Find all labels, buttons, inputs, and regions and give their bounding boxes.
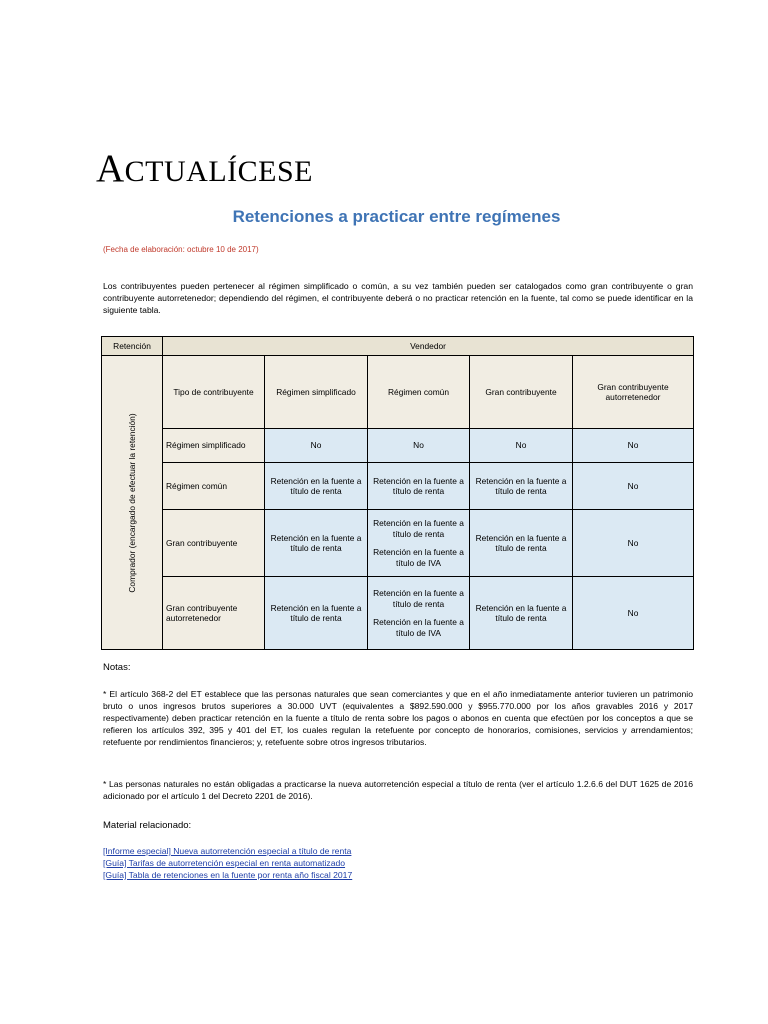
table-cell	[368, 510, 470, 577]
cell-text: No	[627, 537, 639, 548]
cell-gap	[371, 609, 466, 617]
table-cell	[265, 429, 368, 463]
actualicese-logo	[96, 146, 313, 195]
logo-initial: A	[96, 147, 125, 190]
page-title: Retenciones a practicar entre regímenes	[232, 207, 561, 226]
table-cell	[573, 429, 694, 463]
table-cell	[573, 577, 694, 650]
cell-text: Retención en la fuente a título de renta	[270, 532, 362, 553]
buyer-header	[102, 356, 163, 650]
buyer-header-label: Comprador (encargado de efectuar la retención)	[126, 412, 137, 593]
table-cell	[265, 463, 368, 510]
row-label: Régimen simplificado	[163, 429, 265, 463]
table-cell	[368, 577, 470, 650]
table-cell	[573, 510, 694, 577]
cell-text: No	[627, 480, 639, 491]
table-cell	[265, 510, 368, 577]
vendor-header: Vendedor	[163, 337, 694, 356]
related-link[interactable]: [Guía] Tabla de retenciones en la fuente por renta año fiscal 2017	[103, 870, 353, 880]
table-cell	[470, 463, 573, 510]
cell-text: Retención en la fuente a título de renta	[270, 602, 362, 623]
logo-rest: CTUALÍCESE	[124, 155, 313, 188]
cell-text: Retención en la fuente a título de IVA	[373, 547, 464, 568]
col-header: Régimen simplificado	[265, 356, 368, 429]
related-links	[103, 845, 352, 881]
table-cell	[368, 463, 470, 510]
note-paragraph: * El artículo 368-2 del ET establece que las personas naturales que sean comerciantes y que en el año inmediatamente anterior tuvieren un patrimonio bruto o unos ingresos brutos superiores a 30.000 UVT (equivalentes a $892.590.000 y $955.770.000 por los años gravables 2016 y 2017 respectivamente) deben practicar retención en la fuente a título de renta sobre los pagos o abonos en cuenta que efectúen por los conceptos a que se refieren los artículos 392, 395 y 401 del ET, los cuales regulan la retefuente por concepto de honorarios, comisiones, servicios y arrendamientos; retefuente por rendimientos financieros; y, retefuente sobre otros ingresos tributarios.	[103, 689, 693, 747]
cell-text: No	[310, 440, 322, 451]
material-heading: Material relacionado:	[103, 820, 192, 831]
cell-text: Retención en la fuente a título de renta	[475, 602, 567, 623]
row-label: Gran contribuyente	[163, 510, 265, 577]
table-cell	[368, 429, 470, 463]
table-cell	[470, 577, 573, 650]
cell-text: No	[413, 440, 424, 451]
table-row	[102, 510, 694, 577]
table-row	[102, 429, 694, 463]
retention-table	[101, 336, 694, 650]
cell-text: Retención en la fuente a título de renta	[475, 475, 567, 496]
col-header: Gran contribuyente autorretenedor	[573, 356, 694, 429]
cell-text: Retención en la fuente a título de IVA	[373, 617, 464, 638]
cell-text: Retención en la fuente a título de renta	[373, 518, 464, 539]
col-header: Tipo de contribuyente	[163, 356, 265, 429]
cell-gap	[371, 539, 466, 547]
table-cell	[470, 429, 573, 463]
table-row	[102, 577, 694, 650]
note-paragraph: * Las personas naturales no están obligadas a practicarse la nueva autorretención especial a título de renta (ver el artículo 1.2.6.6 del DUT 1625 de 2016 adicionado por el artículo 1 del Decreto 2201 de 2016).	[103, 779, 693, 801]
cell-text: No	[515, 440, 527, 451]
row-label: Régimen común	[163, 463, 265, 510]
cell-text: Retención en la fuente a título de renta	[475, 532, 567, 553]
cell-text: Retención en la fuente a título de renta	[373, 475, 464, 496]
corner-header: Retención	[102, 337, 163, 356]
table-cell	[265, 577, 368, 650]
table-cell	[573, 463, 694, 510]
cell-text: Retención en la fuente a título de renta	[373, 588, 464, 609]
table-cell	[470, 510, 573, 577]
related-link[interactable]: [Guía] Tarifas de autorretención especial en renta automatizado	[103, 858, 346, 868]
intro-paragraph: Los contribuyentes pueden pertenecer al régimen simplificado o común, a su vez también pueden ser catalogados como gran contribuyente o gran contribuyente autorretenedor; dependiendo del régimen, el contribuyente deberá o no practicar retención en la fuente, tal como se puede identificar en la siguiente tabla.	[103, 281, 693, 315]
related-link[interactable]: [Informe especial] Nueva autorretención especial a título de renta	[103, 846, 352, 856]
date-note: (Fecha de elaboración: octubre 10 de 2017)	[103, 245, 259, 254]
cell-text: No	[627, 607, 639, 618]
table-row	[102, 463, 694, 510]
row-label: Gran contribuyente autorretenedor	[163, 577, 265, 650]
col-header: Régimen común	[368, 356, 470, 429]
col-header: Gran contribuyente	[470, 356, 573, 429]
notes-heading: Notas:	[103, 662, 131, 673]
cell-text: Retención en la fuente a título de renta	[270, 475, 362, 496]
cell-text: No	[627, 440, 639, 451]
